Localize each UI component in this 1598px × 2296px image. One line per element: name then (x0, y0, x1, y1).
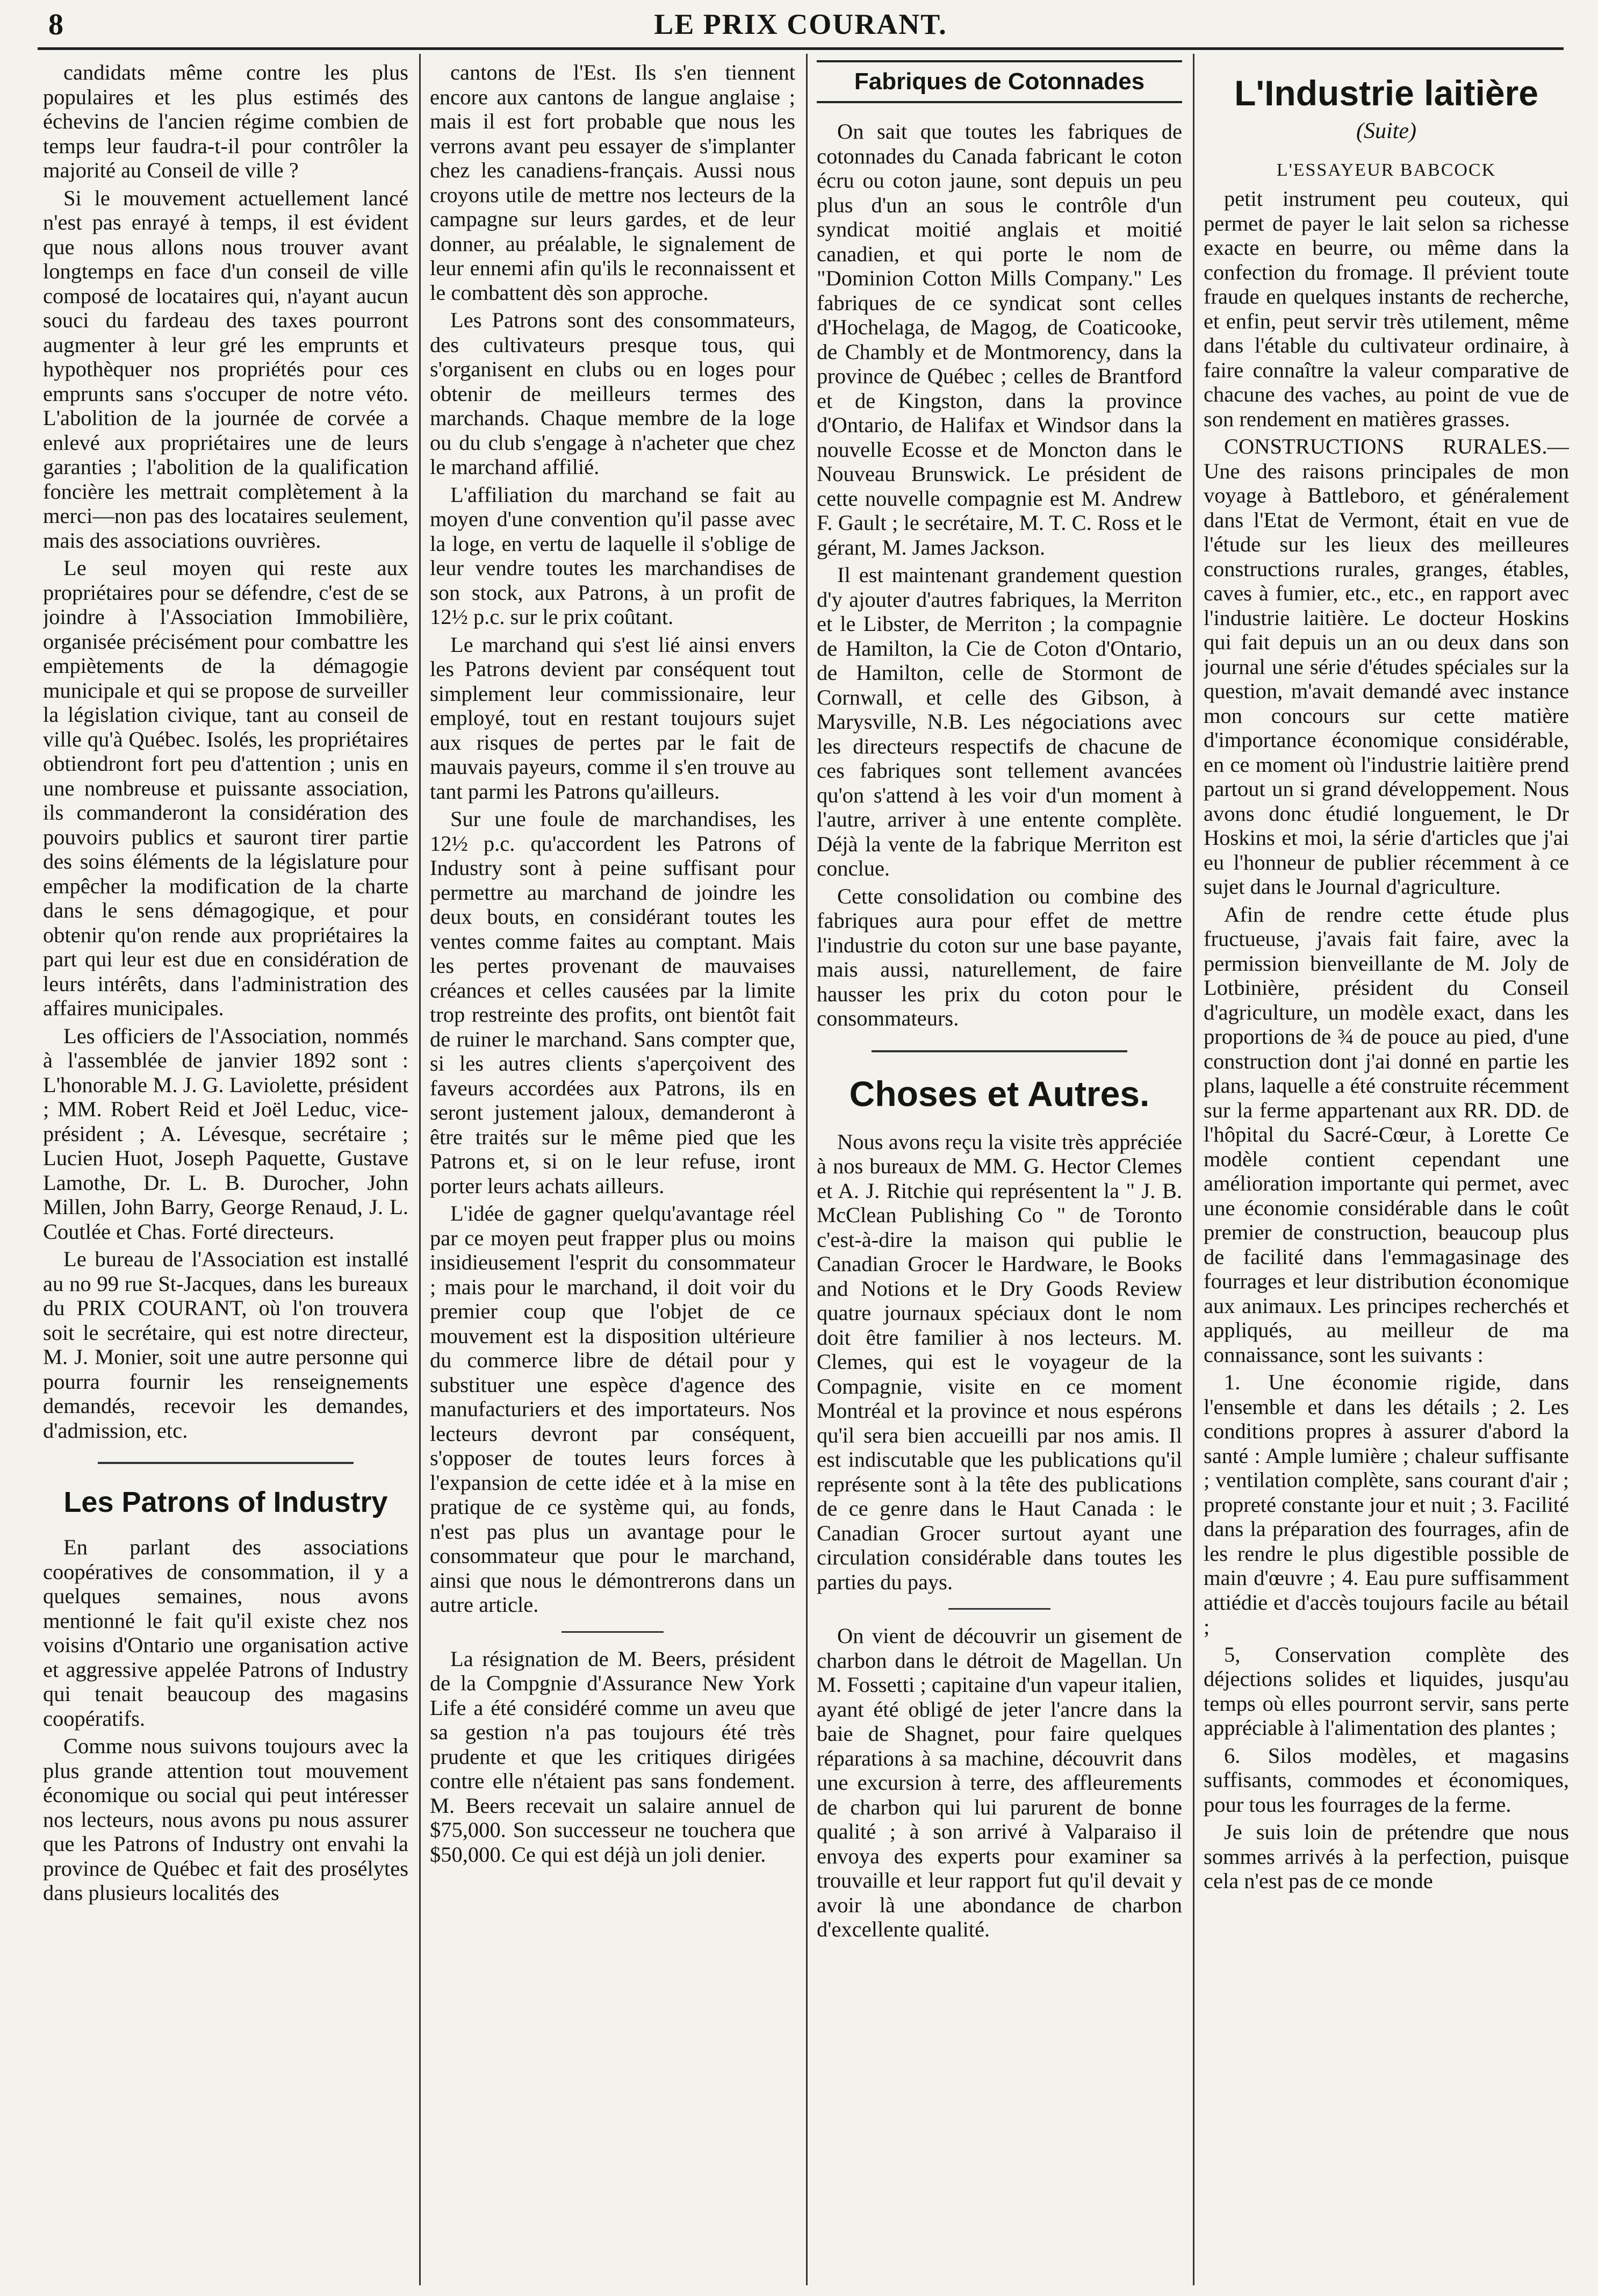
article-column-1 (43, 60, 408, 2275)
article-paragraph: En parlant des associations coopératives de consommation, il y a quelques semaines, nous avons mentionné le fait qu'il existe chez nos voisins d'Ontario une organisation active et aggressive appelée Patrons of Industry qui tenait beaucoup des magasins coopératifs. (43, 1535, 408, 1731)
article-paragraph: Le bureau de l'Association est installé au no 99 rue St-Jacques, dans les bureaux du PRIX COURANT, où l'on trouvera soit le secrétaire, qui est notre directeur, M. J. Monier, soit une autre personne qui pourra fournir les renseignements demandés, recevoir les demandes, d'admission, etc. (43, 1247, 408, 1443)
article-paragraph: Le seul moyen qui reste aux propriétaires pour se défendre, c'est de se joindre à l'Association Immobilière, organisée précisément pour combattre les empiètements de la démagogie municipale et qui se propose de surveiller la législation civique, tant au conseil de ville qu'à Québec. Isolés, les propriétaires obtiendront fort peu d'attention ; unis en une nombreuse et puissante association, ils commanderont la considération des pouvoirs publics et sauront tirer partie des soins éléments de la législature pour empêcher la modification de la charte dans le sens démagogique, et pour obtenir qu'on rende aux propriétaires la part qui leur est due en considération de leurs intérêts, dans l'administration des affaires municipales. (43, 556, 408, 1020)
short-divider (948, 1608, 1050, 1610)
column-rule (806, 54, 808, 2285)
article-paragraph: CONSTRUCTIONS RURALES.—Une des raisons principales de mon voyage à Battleboro, et généralement dans l'Etat de Vermont, était en vue de l'étude sur les lieux des meilleures constructions rurales, granges, étables, caves à fumier, etc., etc., en rapport avec l'industrie laitière. Le docteur Hoskins qui fait depuis un an ou deux dans son journal une série d'études spéciales sur la question, m'avait demandé avec instance mon concours sur cette matière d'importance économique considérable, en ce moment où l'industrie laitière prend partout un si grand développement. Nous avons donc étudié longuement, le Dr Hoskins et moi, la série d'articles que j'ai eu l'honneur de publier récemment à ce sujet dans le Journal d'agriculture. (1204, 434, 1569, 899)
article-heading: Les Patrons of Industry (63, 1486, 388, 1518)
article-paragraph: candidats même contre les plus populaires et les plus estimés des échevins de l'ancien régime combien de temps leur faudra-t-il pour contrôler la majorité au Conseil de ville ? (43, 60, 408, 182)
section-label: L'ESSAYEUR BABCOCK (1276, 160, 1496, 180)
short-divider (562, 1631, 664, 1633)
article-paragraph: petit instrument peu couteux, qui permet de payer le lait selon sa richesse exacte en beurre, ou même dans la confection du fromage. Il prévient toute fraude en quelques instants de recherche, et enfin, peut servir très utilement, même dans l'étable du cultivateur ordinaire, à faire connaître la valeur comparative de chacune des vaches, au point de vue de son rendement en matières grasses. (1204, 186, 1569, 431)
article-paragraph: Nous avons reçu la visite très appréciée à nos bureaux de MM. G. Hector Clemes et A. J. Ritchie qui représentent la " J. B. McClean Publishing Co " de Toronto c'est-à-dire la maison qui publie le Canadian Grocer le Hardware, le Books and Notions et le Dry Goods Review quatre journaux spéciaux dont le nom doit être familier à nos lecteurs. M. Clemes, qui est le voyageur de la Compagnie, visite en ce moment Montréal et la province et nous espérons qu'il sera bien accueilli par nos amis. Il est indiscutable que les publications qu'il représente sont à la tête des publications de ce genre dans le Haut Canada : le Canadian Grocer surtout ayant une circulation considérable dans toutes les parties du pays. (817, 1129, 1182, 1594)
article-paragraph: 1. Une économie rigide, dans l'ensemble et dans les détails ; 2. Les conditions propres à assurer d'abord la santé : Ample lumière ; chaleur suffisante ; ventilation complète, sans courant d'air ; propreté constante jour et nuit ; 3. Facilité dans la préparation des fourrages, afin de les rendre le plus digestible possible de main d'œuvre ; 4. Eau pure suffisamment attiédie et d'accès toujours facile au bétail ; (1204, 1370, 1569, 1639)
article-paragraph: Afin de rendre cette étude plus fructueuse, j'avais fait faire, avec la permission bienveillante de M. Joly de Lotbinière, président du Conseil d'agriculture, un modèle exact, dans les proportions de ¾ de pouce au pied, d'une construction dont j'ai donné en partie les plans, laquelle a été construite récemment sur la ferme appartenant aux RR. DD. de l'hôpital du Sacré-Cœur, à Lorette Ce modèle contient cependant une amélioration importante qui permet, avec une économie considérable dans le coût premier de construction, beaucoup plus de facilité dans l'emmagasinage des fourrages et leur distribution économique aux animaux. Les principes recherchés et appliqués, au meilleur de ma connaissance, sont les suivants : (1204, 902, 1569, 1367)
article-paragraph: Il est maintenant grandement question d'y ajouter d'autres fabriques, la Merriton et le Libster, de Merriton ; la compagnie de Hamilton, la Cie de Coton d'Ontario, de Hamilton, celle de Stormont de Cornwall, et celle des Gibson, à Marysville, N.B. Les négociations avec les directeurs respectifs de chacune de ces fabriques sont tellement avancées qu'on s'attend à les voir d'un moment à l'autre, arriver à une entente complète. Déjà la vente de la fabrique Merriton est conclue. (817, 563, 1182, 880)
article-paragraph: Le marchand qui s'est lié ainsi envers les Patrons devient par conséquent tout simplement leur commissionaire, leur employé, tout en restant toujours sujet aux risques de pertes par le fait de mauvais payeurs, comme il s'en trouve au tant parmi les Patrons qu'ailleurs. (430, 632, 795, 803)
column-rule (419, 54, 421, 2285)
article-column-2 (430, 60, 795, 2275)
article-subheading: (Suite) (1356, 119, 1416, 144)
article-heading: Fabriques de Cotonnades (817, 60, 1182, 103)
article-paragraph: Je suis loin de prétendre que nous sommes arrivés à la perfection, puisque cela n'est pas de ce monde (1204, 1820, 1569, 1893)
article-paragraph: L'idée de gagner quelqu'avantage réel par ce moyen peut frapper plus ou moins insidieusement l'esprit du consommateur ; mais pour le marchand, il doit voir du premier coup que l'objet de ce mouvement est la disposition ultérieure du commerce libre de détail pour y substituer une espèce d'agence des manufacturiers et des importateurs. Nos lecteurs devront par conséquent, s'opposer de toutes leurs forces à l'expansion de cette idée et à la mise en pratique de ce système qui, au fonds, n'est pas plus un avantage pour le consommateur que pour le marchand, ainsi que nous le démontrerons dans un autre article. (430, 1201, 795, 1617)
article-paragraph: On sait que toutes les fabriques de cotonnades du Canada fabricant le coton écru ou coton jaune, sont depuis un peu plus d'un an sous le contrôle d'un syndicat moitié anglais et moitié canadien, et qui porte le nom de "Dominion Cotton Mills Company." Les fabriques de ce syndicat sont celles d'Hochelaga, de Magog, de Coaticooke, de Chambly et de Montmorency, dans la province de Québec ; celles de Brantford et de Kingston, dans la province d'Ontario, de Halifax et Windsor dans la nouvelle Ecosse et de Moncton dans le Nouveau Brunswick. Le président de cette nouvelle compagnie est M. Andrew F. Gault ; le secrétaire, M. T. C. Ross et le gérant, M. James Jackson. (817, 119, 1182, 559)
article-paragraph: Si le mouvement actuellement lancé n'est pas enrayé à temps, il est évident que nous allons nous trouver avant longtemps en face d'un conseil de ville composé de locataires qui, n'ayant aucun souci du fardeau des taxes pourront augmenter à leur gré les emprunts et hypothèquer nos propriétés pour ces emprunts sans s'occuper de notre véto. L'abolition de la journée de corvée a enlevé aux propriétaires une de leurs garanties ; l'abolition de la qualification foncière les mettrait complètement à la merci—non pas des locataires seulement, mais des associations ouvrières. (43, 185, 408, 553)
article-paragraph: Cette consolidation ou combine des fabriques aura pour effet de mettre l'industrie du coton sur une base payante, mais aussi, naturellement, de faire hausser les prix du coton pour le consommateurs. (817, 884, 1182, 1030)
section-divider (98, 1462, 354, 1464)
column-rule (1193, 54, 1194, 2285)
section-divider (872, 1050, 1127, 1052)
article-paragraph: Les Patrons sont des consommateurs, des cultivateurs presque tous, qui s'organisent en clubs ou en loges pour obtenir de meilleurs termes des marchands. Chaque membre de la loge ou du club s'engage à n'acheter que chez le marchand affilié. (430, 308, 795, 479)
article-heading: Choses et Autres. (849, 1073, 1150, 1114)
masthead (38, 4, 1564, 50)
article-heading: L'Industrie laitière (1234, 73, 1538, 113)
article-paragraph: La résignation de M. Beers, président de la Compgnie d'Assurance New York Life a été considéré comme un aveu que sa gestion n'a pas toujours été très prudente et que les critiques dirigées contre elle n'étaient pas sans fondement. M. Beers recevait un salaire annuel de $75,000. Son successeur ne touchera que $50,000. Ce qui est déjà un joli denier. (430, 1646, 795, 1867)
article-paragraph: Sur une foule de marchandises, les 12½ p.c. qu'accordent les Patrons of Industry sont à peine suffisant pour permettre au marchand de joindre les deux bouts, en considérant toutes les ventes comme faites au comptant. Mais les pertes provenant de mauvaises créances et celles causées par la limite trop restreinte des profits, ont bientôt fait de ruiner le marchand. Sans compter que, si les autres clients s'aperçoivent des faveurs accordées aux Patrons, ils en seront justement jaloux, demanderont à être traités sur le même pied que les Patrons et, si on le leur refuse, iront porter leurs achats ailleurs. (430, 807, 795, 1198)
article-paragraph: cantons de l'Est. Ils s'en tiennent encore aux cantons de langue anglaise ; mais il est fort probable que nous les verrons avant peu essayer de s'implanter chez les canadiens-français. Aussi nous croyons utile de mettre nos lecteurs de la campagne sur leurs gardes, et de leur donner, au préalable, le signalement de leur ennemi afin qu'ils le reconnaissent et le combattent dès son approche. (430, 60, 795, 305)
article-paragraph: 5, Conservation complète des déjections solides et liquides, jusqu'au temps où elles pourront servir, sans perte appréciable à l'alimentation des plantes ; (1204, 1642, 1569, 1740)
article-column-3 (817, 60, 1182, 2275)
article-column-4 (1204, 60, 1569, 2275)
article-paragraph: On vient de découvrir un gisement de charbon dans le détroit de Magellan. Un M. Fossetti ; capitaine d'un vapeur italien, ayant été obligé de jeter l'ancre dans la baie de Shagnet, pour faire quelques réparations à sa machine, découvrit dans une excursion à terre, des affleurements de charbon qui lui parurent de bonne qualité ; à son arrivé à Valparaiso il envoya des experts pour examiner sa trouvaille et leur rapport fut qu'il devait y avoir là une abondance de charbon d'excellente qualité. (817, 1624, 1182, 1941)
page-number: 8 (48, 8, 63, 41)
article-paragraph: L'affiliation du marchand se fait au moyen d'une convention qu'il passe avec la loge, en vertu de laquelle il s'oblige de leur vendre toutes les marchandises de son stock, aux Patrons, à un profit de 12½ p.c. sur le prix coûtant. (430, 482, 795, 629)
article-paragraph: Comme nous suivons toujours avec la plus grande attention tout mouvement économique ou social qui peut intéresser nos lecteurs, nous avons pu nous assurer que les Patrons of Industry ont envahi la province de Québec et fait des prosélytes dans plusieurs localités des (43, 1734, 408, 1905)
newspaper-title: LE PRIX COURANT. (654, 8, 947, 40)
article-paragraph: 6. Silos modèles, et magasins suffisants, commodes et économiques, pour tous les fourrages de la ferme. (1204, 1743, 1569, 1817)
article-paragraph: Les officiers de l'Association, nommés à l'assemblée de janvier 1892 sont : L'honorable M. J. G. Laviolette, président ; MM. Robert Reid et Joël Leduc, vice-président ; A. Lévesque, secrétaire ; Lucien Huot, Joseph Paquette, Gustave Lamothe, Dr. L. B. Durocher, John Millen, John Barry, George Renaud, J. L. Coutlée et Chas. Forté directeurs. (43, 1023, 408, 1244)
